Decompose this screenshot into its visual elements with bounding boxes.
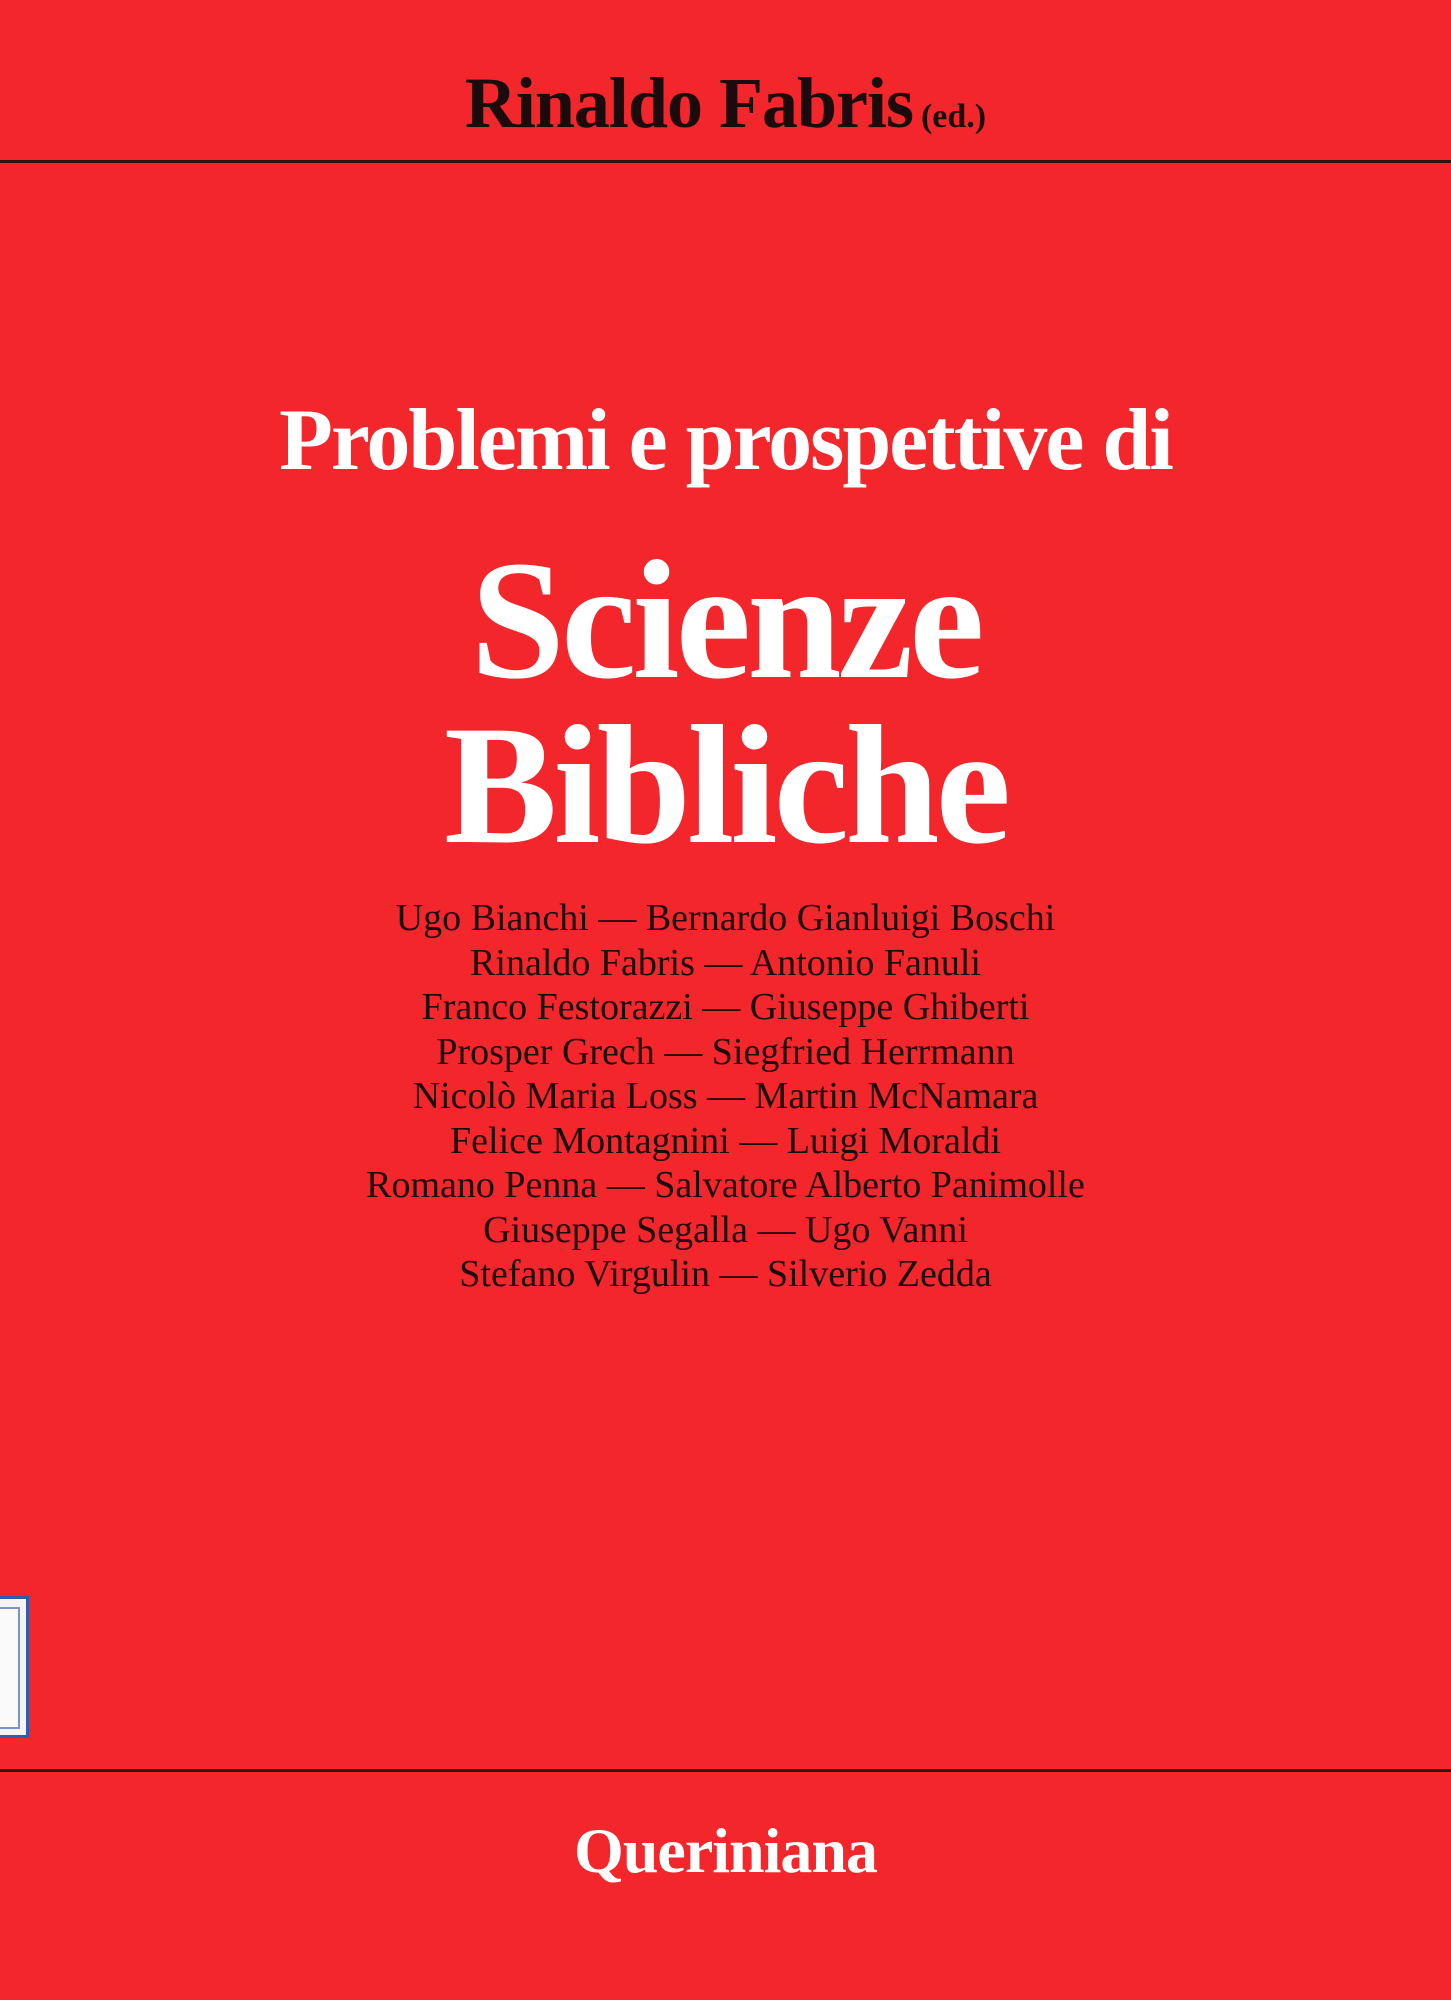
contributor-line: Franco Festorazzi — Giuseppe Ghiberti [421,986,1030,1028]
contributor-line: Ugo Bianchi — Bernardo Gianluigi Boschi [395,897,1056,939]
title-prefix: Problemi e prospettive di [279,392,1172,489]
publisher-name: Queriniana [574,1815,877,1886]
contributor-list [0,896,1451,1297]
library-label-sticker [0,1596,29,1738]
contributor-line: Stefano Virgulin — Silverio Zedda [459,1253,992,1295]
top-rule [0,160,1451,163]
contributor-line: Rinaldo Fabris — Antonio Fanuli [470,941,981,984]
title-line-2: Bibliche [443,691,1008,879]
contributor-line: Romano Penna — Salvatore Alberto Panimolle [366,1164,1085,1206]
bottom-rule [0,1769,1451,1772]
contributor-line: Nicolò Maria Loss — Martin McNamara [412,1075,1039,1117]
editor-credit [0,62,1451,145]
contributor-line: Felice Montagnini — Luigi Moraldi [450,1119,1001,1162]
editor-name: Rinaldo Fabris [464,63,913,143]
contributor-line: Prosper Grech — Siegfried Herrmann [436,1030,1015,1073]
editor-role: (ed.) [920,98,987,135]
contributor-line: Giuseppe Segalla — Ugo Vanni [483,1208,968,1251]
title-line-1: Scienze [470,526,981,714]
